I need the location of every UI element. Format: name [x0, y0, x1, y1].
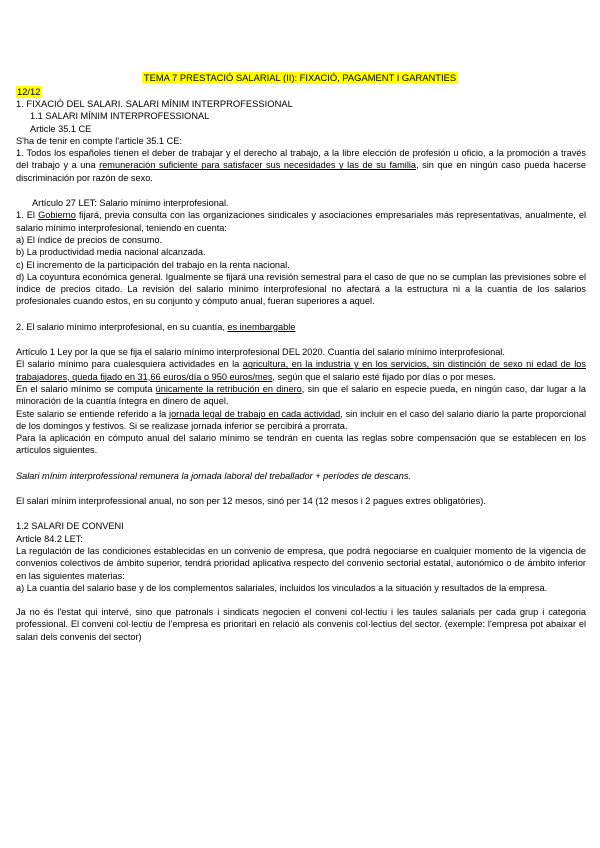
title-container — [0, 72, 600, 84]
subsection-heading: 1.1 SALARI MÍNIM INTERPROFESSIONAL — [30, 111, 210, 122]
ce-article-text: 1. Todos los españoles tienen el deber de trabajar y el derecho al trabajo, a la libre elección de profesión u oficio, a la promoción a través del trabajo y a una remuneración suficiente para satisfacer sus necesidades y las de su familia, sin que en ningún caso pueda hacerse discriminación por razón de sexo. — [16, 148, 586, 183]
section-heading: 1. FIXACIÓ DEL SALARI. SALARI MÍNIM INTERPROFESSIONAL — [16, 98, 293, 109]
conveni-paragraph-1: La regulación de las condiciones establecidas en un convenio de empresa, que podrá negociarse en cualquier momento de la vigencia de convenios colectivos de ámbito superior, tendrá prioridad aplicativa respecto del convenio sectorial estatal, autonómico o de ámbito inferior en las siguientes materias: — [16, 545, 586, 581]
article-reference: Article 35.1 CE — [30, 123, 92, 134]
article-reference-2: Article 84.2 LET: — [16, 533, 83, 544]
page-indicator: 12/12 — [17, 86, 41, 97]
conveni-paragraph-2: a) La cuantía del salario base y de los complementos salariales, incluidos los vinculados a la situación y resultados de la empresa. — [16, 582, 548, 593]
document-title: TEMA 7 PRESTACIÓ SALARIAL (II): FIXACIÓ, PAGAMENT I GARANTIES — [143, 72, 457, 83]
annual-note: El salari mínim interprofessional anual, no son per 12 mesos, sinó per 14 (12 mesos i 2 pagues extres obligatòries). — [16, 496, 486, 507]
rd-paragraph-3: Este salario se entiende referido a la jornada legal de trabajo en cada actividad, sin incluir en el caso del salario diario la parte proporcional de los domingos y festivos. Si se realizase jornada inferior se percibirá a prorrata. — [16, 408, 586, 431]
rd-article-title: Artículo 1 Ley por la que se fija el salario mínimo interprofesional DEL 2020. Cuantía del salario mínimo interprofesional. — [16, 347, 505, 358]
rd-paragraph-2: En el salario mínimo se computa únicamente la retribución en dinero, sin que el salario en especie pueda, en ningún caso, dar lugar a la minoración de la cuantía íntegra en dinero de aquel. — [16, 383, 586, 407]
document-body — [16, 98, 586, 643]
art27-item-a: a) El índice de precios de consumo. — [16, 234, 163, 245]
article-intro: S'ha de tenir en compte l'article 35.1 CE: — [16, 135, 182, 146]
rd-paragraph-4: Para la aplicación en cómputo anual del salario mínimo se tendrán en cuenta las reglas sobre compensación que se establecen en los artículos siguientes. — [16, 433, 586, 456]
conveni-paragraph-3: Ja no és l'estat qui intervé, sino que patronals i sindicats negocien el conveni col·lectiu i les taules salarials per cada grup i categoria professional. El conveni col·lectiu de l'empresa es prioritari en relació als convenis col·lectius del sector. (exemple: l'empresa pot abaixar el salari dels convenis del sector) — [16, 607, 586, 642]
rd-paragraph-1: El salario mínimo para cualesquiera actividades en la agricultura, en la industria y en los servicios, sin distinción de sexo ni edad de los trabajadores, queda fijado en 31,66 euros/día o 950 euros/mes, según que el salario esté fijado por días o por meses. — [16, 359, 586, 382]
italic-note: Salari mínim interprofessional remunera la jornada laboral del treballador + períodes de descans. — [16, 470, 412, 481]
subsection-heading-2: 1.2 SALARI DE CONVENI — [16, 521, 124, 532]
art27-item-d: d) La coyuntura económica general. Igualmente se fijará una revisión semestral para el caso de que no se cumplan las previsiones sobre el índice de precios citado. La revisión del salario mínimo interprofesional no afectará a la estructura ni a la cuantía de los salarios profesionales cuando estos, en su conjunto y cómputo anual, fueran superiores a aquel. — [16, 271, 586, 307]
art27-paragraph: 1. El Gobierno fijará, previa consulta con las organizaciones sindicales y asociaciones empresariales más representativas, anualmente, el salario mínimo interprofesional, teniendo en cuenta: — [16, 210, 587, 233]
art27-item-c: c) El incremento de la participación del trabajo en la renta nacional. — [16, 259, 290, 270]
art27-title: Artículo 27 LET: Salario mínimo interprofesional. — [32, 198, 229, 209]
art27-item-b: b) La productividad media nacional alcanzada. — [16, 247, 206, 258]
art27-point-2: 2. El salario mínimo interprofesional, en su cuantía, es inembargable — [16, 321, 296, 332]
